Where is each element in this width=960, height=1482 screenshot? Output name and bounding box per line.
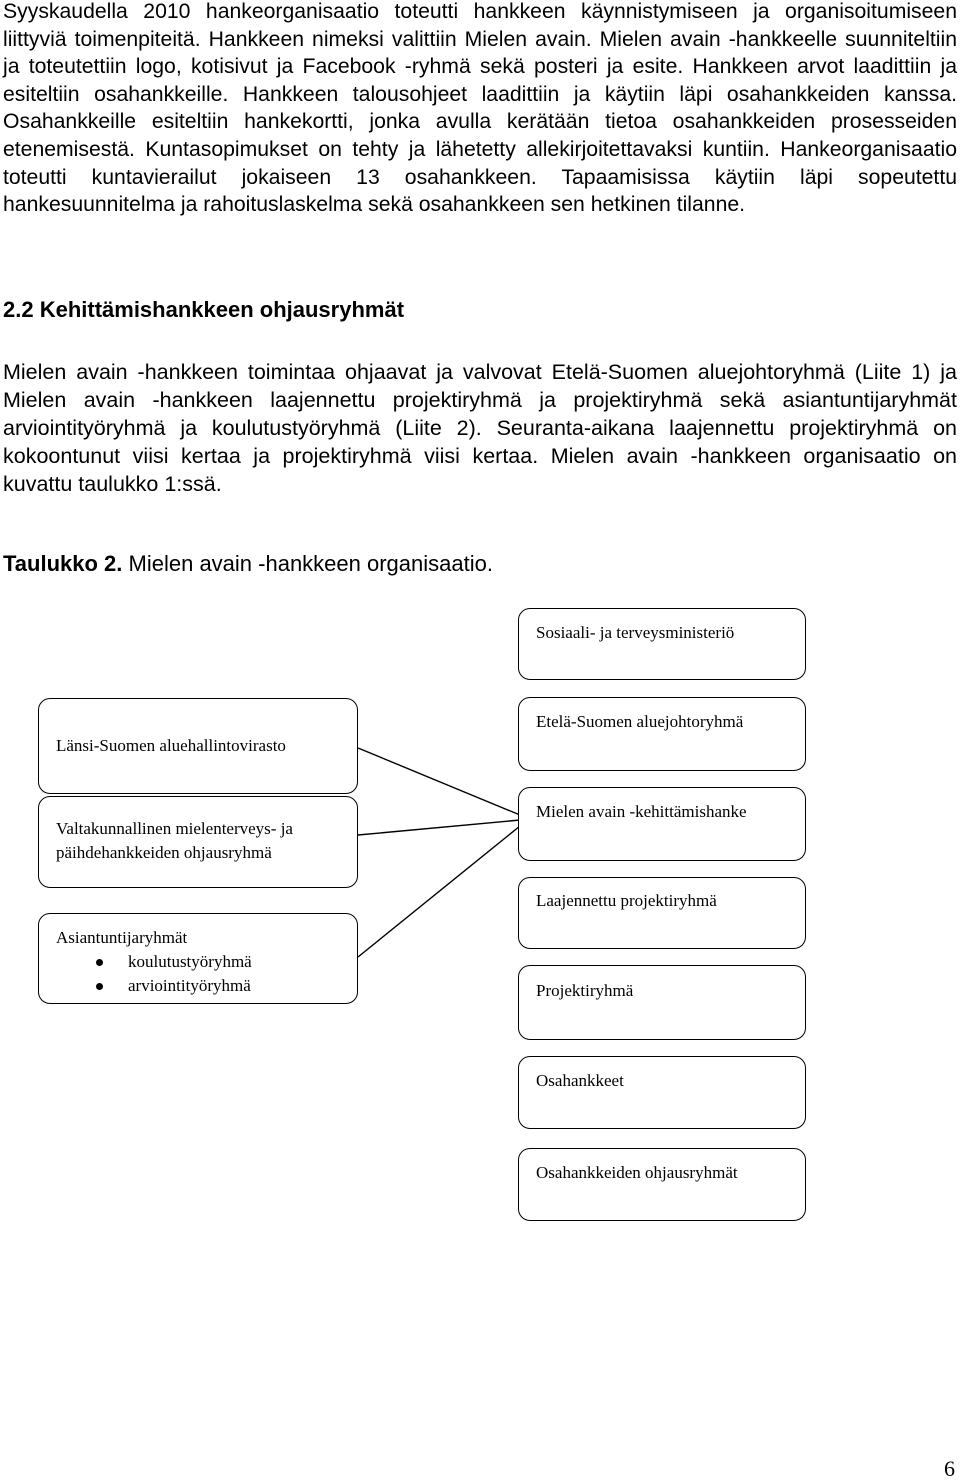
- expert-group-item: koulutustyöryhmä: [56, 950, 349, 974]
- project-group-label: Projektiryhmä: [536, 981, 634, 1000]
- expert-group-item: arviointityöryhmä: [56, 974, 349, 998]
- caption-label: Taulukko 2.: [3, 551, 123, 576]
- section-heading: 2.2 Kehittämishankkeen ohjausryhmät: [3, 297, 405, 322]
- western-agency-label: Länsi-Suomen aluehallintovirasto: [56, 736, 286, 755]
- project-group-box: [518, 965, 806, 1040]
- subprojects-label: Osahankkeet: [536, 1071, 624, 1090]
- national-steering-box: [38, 796, 358, 888]
- steering-paragraph: Mielen avain -hankkeen toimintaa ohjaavat ja valvovat Etelä-Suomen aluejohtoryhmä (Liite 1) ja Mielen avain -hankkeen laajennettu projektiryhmä ja projektiryhmä sekä asiantuntijaryhmät arviointityöryhmä ja koulutustyöryhmä (Liite 2). Seuranta-aikana laajennettu projektiryhmä on kokoontunut viisi kertaa ja projektiryhmä viisi kertaa. Mielen avain -hankkeen organisaatio on kuvattu taulukko 1:ssä.: [3, 360, 957, 496]
- national-steering-line-2: päihdehankkeiden ohjausryhmä: [56, 843, 272, 862]
- connector-western-agency: [358, 748, 520, 815]
- expert-groups-title: Asiantuntijaryhmät: [56, 928, 188, 947]
- page-number: 6: [944, 1456, 955, 1481]
- ministry-box: [518, 608, 806, 680]
- western-agency-box: [38, 698, 358, 794]
- project-label: Mielen avain -kehittämishanke: [536, 802, 747, 821]
- intro-paragraph: Syyskaudella 2010 hankeorganisaatio toteutti hankkeen käynnistymiseen ja organisoitumiseen liittyviä toimenpiteitä. Hankkeen nimeksi valittiin Mielen avain. Mielen avain -hankkeelle suunniteltiin ja toteutettiin logo, kotisivut ja Facebook -ryhmä sekä posteri ja esite. Hankkeen arvot laadittiin ja esiteltiin osahankkeille. Hankkeen talousohjeet laadittiin ja käytiin läpi osahankkeiden kanssa. Osahankkeille esiteltiin hankekortti, jonka avulla kerätään tietoa osahankkeiden prosesseiden etenemisestä. Kuntasopimukset on tehty ja lähetetty allekirjoitettavaksi kuntiin. Hankeorganisaatio toteutti kuntavierailut jokaiseen 13 osahankkeen. Tapaamisissa käytiin läpi sopeutettu hankesuunnitelma ja rahoituslaskelma sekä osahankkeen sen hetkinen tilanne.: [3, 0, 957, 217]
- connector-expert-groups: [358, 826, 520, 957]
- ministry-label: Sosiaali- ja terveysministeriö: [536, 623, 735, 642]
- extended-project-group-box: [518, 877, 806, 949]
- extended-project-group-label: Laajennettu projektiryhmä: [536, 891, 717, 910]
- caption-text: Mielen avain -hankkeen organisaatio.: [122, 551, 493, 576]
- project-box: [518, 787, 806, 861]
- expert-groups-list: [56, 950, 349, 998]
- subproject-steering-box: [518, 1148, 806, 1221]
- expert-groups-box: [38, 913, 358, 1004]
- subprojects-box: [518, 1056, 806, 1129]
- regional-board-box: [518, 697, 806, 771]
- subproject-steering-label: Osahankkeiden ohjausryhmät: [536, 1163, 738, 1182]
- connector-national-steering: [358, 820, 520, 835]
- regional-board-label: Etelä-Suomen aluejohtoryhmä: [536, 712, 744, 731]
- national-steering-line-1: Valtakunnallinen mielenterveys- ja: [56, 819, 293, 838]
